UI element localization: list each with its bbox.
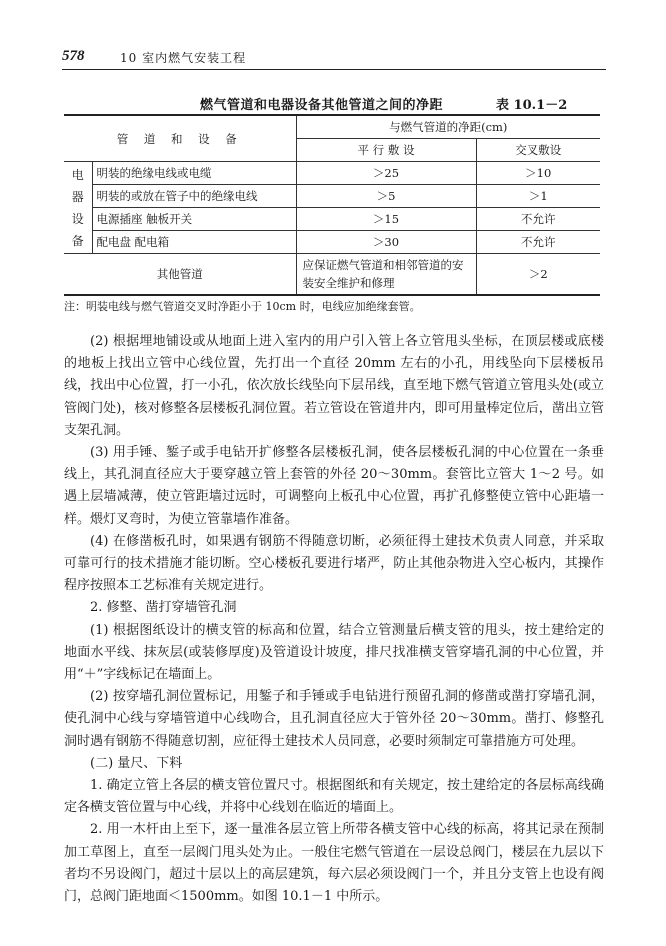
row-parallel: ＞30 xyxy=(296,231,476,254)
row-name: 电源插座 触板开关 xyxy=(92,208,296,231)
body-text xyxy=(64,331,604,908)
row-cross: ＞10 xyxy=(476,162,600,185)
row-cross: 不允许 xyxy=(476,208,600,231)
row-cross: 不允许 xyxy=(476,231,600,254)
section-heading: (二) 量尺、下料 xyxy=(90,755,183,771)
header-cross: 交叉敷设 xyxy=(476,139,600,162)
table-row xyxy=(64,208,600,231)
page-header xyxy=(62,48,606,68)
chapter-title: 10 室内燃气安装工程 xyxy=(120,51,247,65)
page-number: 578 xyxy=(62,48,85,64)
header-distance: 与燃气管道的净距(cm) xyxy=(296,115,600,139)
row-cross: ＞1 xyxy=(476,185,600,208)
table-row xyxy=(64,254,600,296)
row-parallel: 应保证燃气管道和相邻管道的安装安全维护和修理 xyxy=(296,254,476,296)
paragraph: 1. 确定立管上各层的横支管位置尺寸。根据图纸和有关规定，按土建给定的各层标高线确定各横支管位置与中心线，并将中心线划在临近的墙面上。 xyxy=(64,778,604,816)
paragraph: 2. 用一木杆由上至下，逐一量准各层立管上所带各横支管中心线的标高，将其记录在预制加工草图上，直至一层阀门甩头处为止。一般住宅燃气管道在一层设总阀门，楼层在九层以下者均不另设阀门，超过十层以上的高层建筑，每六层必须设阀门一个，并且分支管上也设有阀门，总阀门距地面＜1500mm。如图 10.1－1 中所示。 xyxy=(64,822,604,905)
header-equipment: 管 道 和 设 备 xyxy=(64,115,296,162)
section-heading: 2. 修整、凿打穿墙管孔洞 xyxy=(90,600,237,616)
header-parallel: 平 行 敷 设 xyxy=(296,139,476,162)
row-cross: ＞2 xyxy=(476,254,600,296)
paragraph: (2) 按穿墙孔洞位置标记，用錾子和手锤或手电钻进行预留孔洞的修凿或凿打穿墙孔洞，使孔洞中心线与穿墙管道中心线吻合，且孔洞直径应大于管外径 20～30mm。凿打、修整孔洞时遇有钢筋不得随意切割，应征得土建技术人员同意，必要时须制定可靠措施方可处理。 xyxy=(64,689,604,749)
paragraph: (1) 根据图纸设计的横支管的标高和位置，结合立管测量后横支管的甩头，按土建给定的地面水平线、抹灰层(或装修厚度)及管道设计坡度，排尺找准横支管穿墙孔洞的中心位置，并用“＋”字线标记在墙面上。 xyxy=(64,622,604,683)
group-label: 电器设备 xyxy=(64,162,92,254)
clearance-table xyxy=(64,114,600,296)
row-parallel: ＞25 xyxy=(296,162,476,185)
row-parallel: ＞15 xyxy=(296,208,476,231)
row-name: 明装的绝缘电线或电缆 xyxy=(92,162,296,185)
paragraph: (3) 用手锤、錾子或手电钻开扩修整各层楼板孔洞，使各层楼板孔洞的中心位置在一条垂线上，其孔洞直径应大于要穿越立管上套管的外径 20～30mm。套管比立管大 1～2 号。如遇上层墙减薄，使立管距墙过远时，可调整向上板孔中心位置，再扩孔修整使立管中心距墙一样。煨灯叉弯时，为使立管靠墙作准备。 xyxy=(64,445,604,527)
row-parallel: ＞5 xyxy=(296,185,476,208)
table-row xyxy=(64,185,600,208)
table-row xyxy=(64,162,600,185)
header-rule xyxy=(62,69,606,70)
table-number: 表 10.1－2 xyxy=(496,98,568,113)
paragraph: (4) 在修凿板孔时，如果遇有钢筋不得随意切断，必须征得土建技术负责人同意，并采取可靠可行的技术措施才能切断。空心楼板孔要进行堵严，防止其他杂物进入空心板内，其操作程序按照本工艺标准有关规定进行。 xyxy=(64,533,604,594)
table-title: 燃气管道和电器设备其他管道之间的净距 xyxy=(200,98,444,113)
row-name: 明装的或放在管子中的绝缘电线 xyxy=(92,185,296,208)
paragraph: (2) 根据埋地铺设或从地面上进入室内的用户引入管上各立管甩头坐标，在顶层楼或底楼的地板上找出立管中心线位置，先打出一个直径 20mm 左右的小孔，用线坠向下层楼板吊线，找出中心位置，打一小孔，依次放长线坠向下层吊线，直至地下燃气管道立管甩头处(或立管阀门处)，核对修整各层楼板孔洞位置。若立管设在管道井内，即可用量棒定位后，凿出立管支架孔洞。 xyxy=(64,334,604,438)
table-row xyxy=(64,231,600,254)
row-name: 其他管道 xyxy=(64,254,296,296)
row-name: 配电盘 配电箱 xyxy=(92,231,296,254)
table-note: 注：明装电线与燃气管道交叉时净距小于 10cm 时，电线应加绝缘套管。 xyxy=(64,300,421,313)
